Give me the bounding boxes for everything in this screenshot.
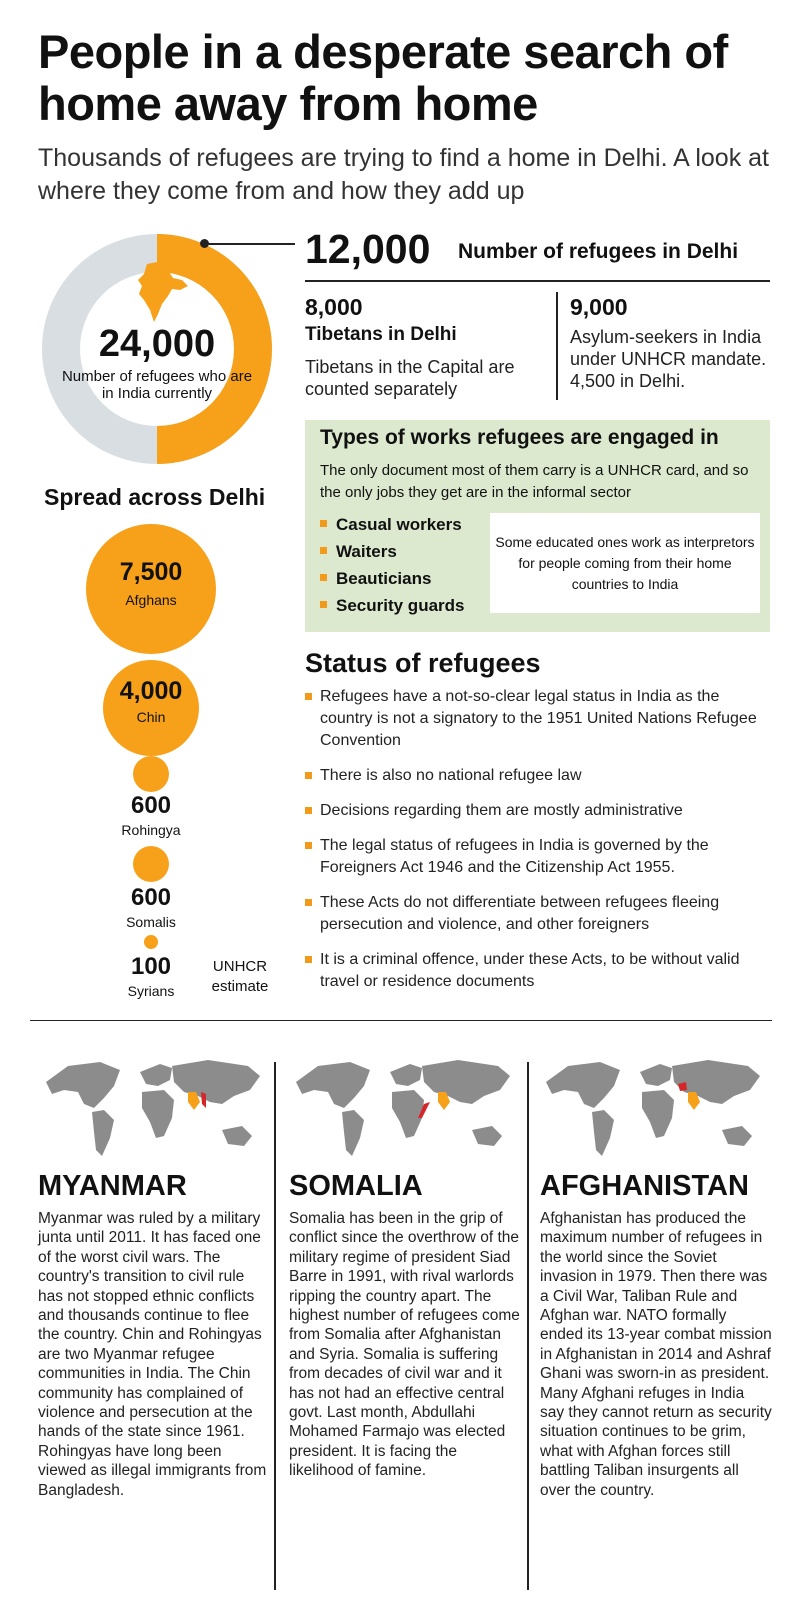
works-heading: Types of works refugees are engaged in (320, 426, 719, 449)
list-item: Security guards (320, 592, 465, 619)
bullet-icon (305, 772, 312, 779)
chin-value: 4,000 (119, 677, 183, 705)
bullet-icon (305, 807, 312, 814)
bullet-icon (320, 601, 327, 608)
india-total-value: 24,000 (98, 323, 216, 365)
connector-line (205, 243, 295, 245)
list-item: There is also no national refugee law (305, 765, 775, 787)
myanmar-world-map-icon (38, 1052, 268, 1167)
interpreters-note: Some educated ones work as interpretors for people coming from their home countries to India (490, 513, 760, 613)
somalia-heading: SOMALIA (289, 1170, 423, 1202)
list-item: Refugees have a not-so-clear legal status in India as the country is not a signatory to the 1951 United Nations Refugee Convention (305, 686, 775, 752)
afghans-bubble (86, 524, 216, 654)
list-item: Casual workers (320, 511, 465, 538)
bullet-icon (305, 693, 312, 700)
somalis-label: Somalis (126, 914, 176, 930)
status-heading: Status of refugees (305, 648, 541, 678)
bullet-icon (305, 899, 312, 906)
source-note: UNHCR estimate (211, 958, 269, 995)
list-item: These Acts do not differentiate between refugees fleeing persecution and violence, and other foreigners (305, 892, 775, 936)
asylum-value: 9,000 (570, 294, 628, 320)
somalis-value: 600 (130, 884, 172, 911)
afghans-label: Afghans (125, 592, 177, 608)
somalia-text: Somalia has been in the grip of conflict since the overthrow of the military regime of president Siad Barre in 1991, with rival warlords ripping the country apart. The highest number of refugees come from Somalia after Afghanistan and Syria. Somalia is suffering from decades of civil war and it has not had an effective central govt. Last month, Abdullahi Mohamed Farmajo was elected president. It is facing the likelihood of famine. (289, 1210, 520, 1480)
delhi-total-label: Number of refugees in Delhi (458, 240, 739, 263)
bullet-icon (305, 842, 312, 849)
somalis-bubble (133, 846, 169, 882)
syrians-label: Syrians (127, 983, 175, 999)
spread-heading: Spread across Delhi (44, 484, 266, 510)
connector-dot (200, 239, 209, 248)
bullet-icon (320, 520, 327, 527)
column-divider (527, 1062, 529, 1590)
works-list (320, 511, 465, 619)
afghanistan-world-map-icon (538, 1052, 768, 1167)
column-divider (274, 1062, 276, 1590)
list-item: The legal status of refugees in India is governed by the Foreigners Act 1946 and the Citizenship Act 1955. (305, 835, 775, 879)
myanmar-text: Myanmar was ruled by a military junta until 2011. It has faced one of the worst civil wars. The country's transition to civil rule has not stopped ethnic conflicts and thousands continue to flee the country. Chin and Rohingyas are two Myanmar refugee communities in India. The Chin community has complained of violence and persecution at the hands of the state since 1961. Rohingyas have long been viewed as illegal immigrants from Bangladesh. (38, 1210, 267, 1499)
page-subtitle: Thousands of refugees are trying to find a home in Delhi. A look at where they come from and how they add up (38, 144, 769, 205)
rohingya-label: Rohingya (121, 822, 181, 838)
somalia-world-map-icon (288, 1052, 518, 1167)
bullet-icon (320, 547, 327, 554)
india-total-label: Number of refugees who are in India currently (61, 368, 253, 402)
stats-divider (556, 292, 558, 400)
rohingya-bubble (133, 756, 169, 792)
afghanistan-heading: AFGHANISTAN (540, 1170, 749, 1202)
afghanistan-text: Afghanistan has produced the maximum number of refugees in the world since the Soviet invasion in 1979. Then there was a Civil War, Taliban Rule and Afghan war. NATO formally ended its 13-year combat mission in Afghanistan in 2014 and Ashraf Ghani was sworn-in as president. Many Afghani refuges in India say they cannot return as security situation continues to be grim, what with Afghan forces still battling Taliban insurgents all over the country. (540, 1210, 772, 1499)
tibetans-value: 8,000 (305, 294, 363, 320)
list-item: Waiters (320, 538, 465, 565)
chin-bubble (103, 660, 199, 756)
chin-label: Chin (136, 709, 166, 725)
myanmar-heading: MYANMAR (38, 1170, 187, 1202)
syrians-bubble (144, 935, 158, 949)
afghans-value: 7,500 (119, 558, 183, 586)
works-desc: The only document most of them carry is a UNHCR card, and so the only jobs they get are in the informal sector (320, 462, 749, 501)
bullet-icon (305, 956, 312, 963)
myanmar-highlight (201, 1092, 206, 1108)
section-divider (30, 1020, 772, 1021)
bullet-icon (320, 574, 327, 581)
divider (305, 280, 770, 282)
rohingya-value: 600 (130, 792, 172, 819)
tibetans-desc: Tibetans in the Capital are counted separately (305, 357, 515, 399)
tibetans-label: Tibetans in Delhi (305, 324, 457, 345)
syrians-value: 100 (130, 953, 172, 980)
delhi-total-value: 12,000 (305, 226, 431, 272)
status-list (305, 686, 775, 1006)
list-item: Beauticians (320, 565, 465, 592)
list-item: Decisions regarding them are mostly administrative (305, 800, 775, 822)
list-item: It is a criminal offence, under these Acts, to be without valid travel or residence documents (305, 949, 775, 993)
asylum-desc: Asylum-seekers in India under UNHCR mandate. 4,500 in Delhi. (570, 327, 767, 391)
page-title: People in a desperate search of home away from home (38, 25, 728, 130)
